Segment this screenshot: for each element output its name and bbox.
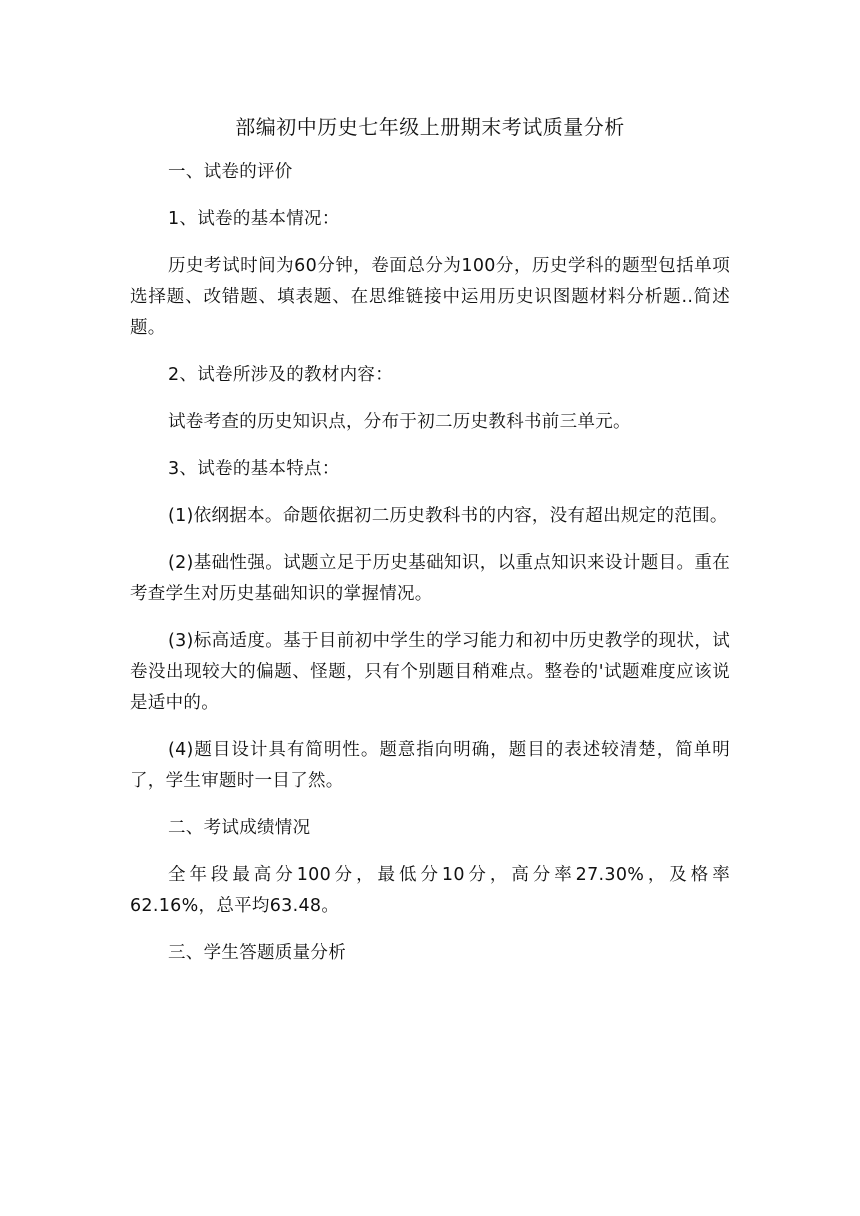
paragraph-knowledge-points: 试卷考查的历史知识点，分布于初二历史教科书前三单元。 — [168, 412, 631, 432]
document-body — [130, 157, 730, 985]
section-heading-answer-analysis: 三、学生答题质量分析 — [168, 943, 346, 963]
paragraph-feature-4: (4)题目设计具有简明性。题意指向明确，题目的表述较清楚，简单明了，学生审题时一目了然。 — [130, 740, 730, 791]
section-heading-paper-evaluation: 一、试卷的评价 — [168, 162, 293, 182]
paragraph-feature-2: (2)基础性强。试题立足于历史基础知识，以重点知识来设计题目。重在考查学生对历史基础知识的掌握情况。 — [130, 553, 730, 604]
section-heading-exam-results: 二、考试成绩情况 — [168, 818, 311, 838]
subheading-textbook-content: 2、试卷所涉及的教材内容： — [168, 365, 394, 385]
document-title: 部编初中历史七年级上册期末考试质量分析 — [235, 115, 625, 139]
paragraph-feature-3: (3)标高适度。基于目前初中学生的学习能力和初中历史教学的现状，试卷没出现较大的偏题、怪题，只有个别题目稍难点。整卷的'试题难度应该说是适中的。 — [130, 631, 730, 713]
paragraph-score-stats: 全年段最高分100分，最低分10分，高分率27.30%，及格率62.16%，总平均63.48。 — [130, 865, 730, 916]
subheading-basic-features: 3、试卷的基本特点： — [168, 459, 340, 479]
paragraph-exam-format: 历史考试时间为60分钟，卷面总分为100分，历史学科的题型包括单项选择题、改错题、填表题、在思维链接中运用历史识图题材料分析题..简述题。 — [130, 256, 730, 338]
paragraph-feature-1: (1)依纲据本。命题依据初二历史教科书的内容，没有超出规定的范围。 — [168, 506, 728, 526]
subheading-basic-info: 1、试卷的基本情况： — [168, 209, 340, 229]
